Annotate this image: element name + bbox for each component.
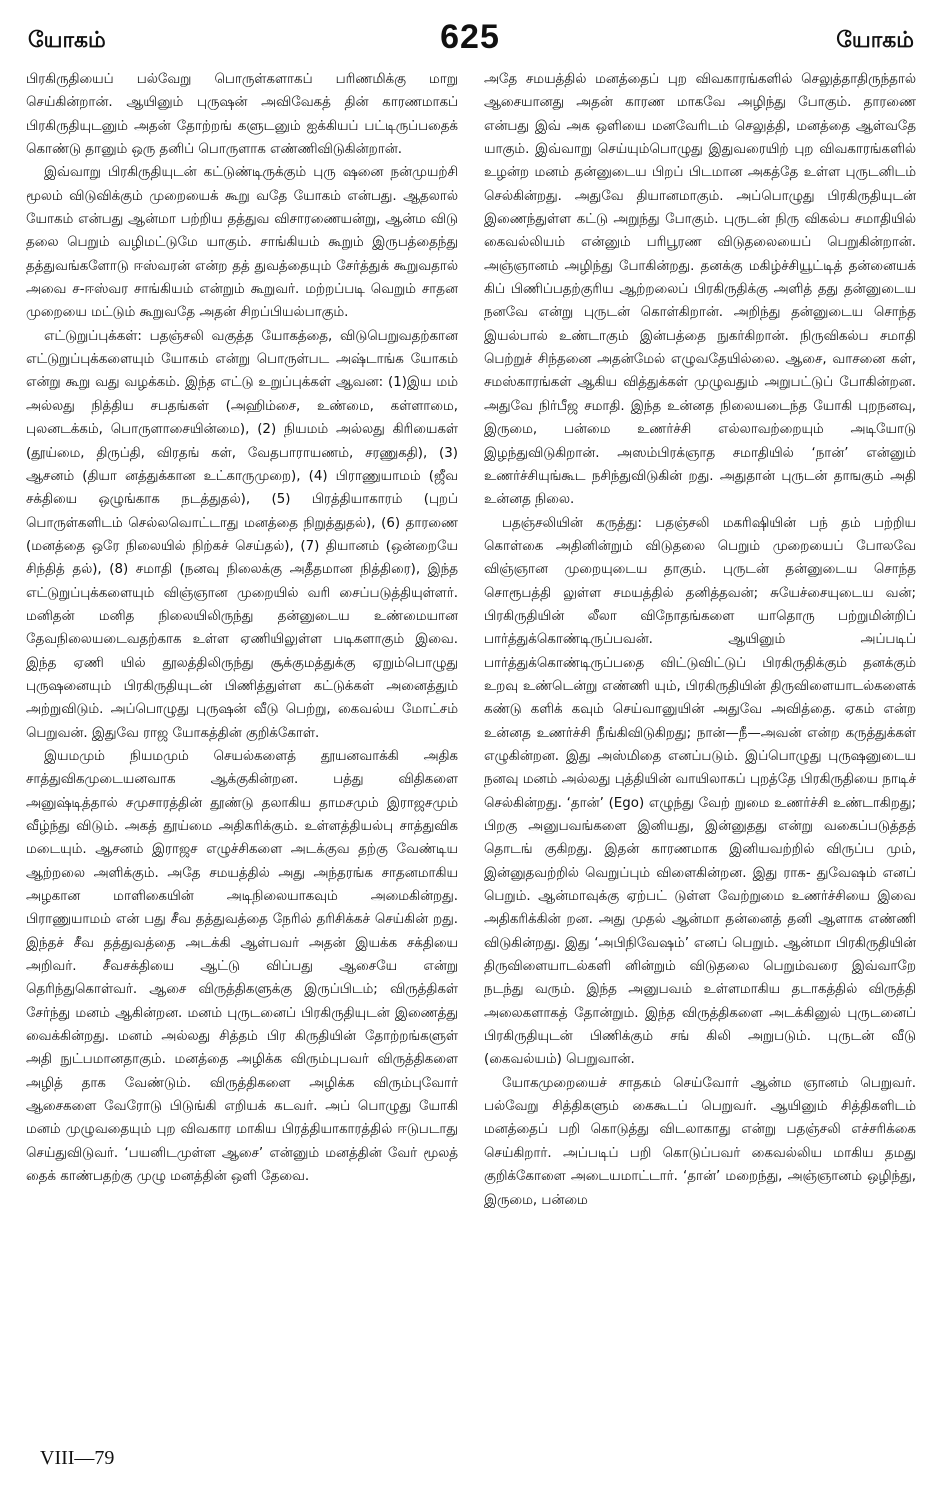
- running-header: [22, 18, 918, 66]
- paragraph: இயமமும் நியமமும் செயல்களைத் தூயனவாக்கி அதிக சாத்துவிகமுடையனவாக ஆக்குகின்றன. பத்து விதிகளை அனுஷ்டித்தால் சமுசாரத்தின் தூண்டு தலாகிய தாமசமும் இராஜசமும் வீழ்ந்து விடும். அகத் தூய்மை அதிகரிக்கும். உள்ளத்தியல்பு சாத்துவிக மடையும். ஆசனம் இராஜச எழுச்சிகளை அடக்குவ தற்கு வேண்டிய ஆற்றலை அளிக்கும். அதே சமயத்தில் அது அந்தரங்க சாதனமாகிய அழகான மாளிகையின் அடிநிலையாகவும் அமைகின்றது. பிராணுயாமம் என் பது சீவ தத்துவத்தை நேரில் தரிசிக்கச் செய்கின் றது. இந்தச் சீவ தத்துவத்தை அடக்கி ஆள்பவர் அதன் இயக்க சக்தியை அறிவர். சீவசக்தியை ஆட்டு விப்பது ஆசையே என்று தெரிந்துகொள்வர். ஆசை விருத்திகளுக்கு இருப்பிடம்; விருத்திகள் சேர்ந்து மனம் ஆகின்றன. மனம் புருடனைப் பிரகிருதியுடன் இணைத்து வைக்கின்றது. மனம் அல்லது சித்தம் பிர கிருதியின் தோற்றங்களுள் அதி நுட்பமானதாகும். மனத்தை அழிக்க விரும்புபவர் விருத்திகளை அழித் தாக வேண்டும். விருத்திகளை அழிக்க விரும்புவோர் ஆசைகளை வேரோடு பிடுங்கி எறியக் கடவர். அப் பொழுது யோகி மனம் முழுவதையும் புற விவகார மாகிய பிரத்தியாகாரத்தில் ஈடுபடாது செய்துவிடுவர். ‘பயனிடமுள்ள ஆசை’ என்னும் மனத்தின் வேர் மூலத் தைக் காண்பதற்கு முழு மனத்தின் ஒளி தேவை.: [26, 748, 458, 1185]
- right-running-title: யோகம்: [836, 28, 914, 53]
- right-text-column: [484, 68, 916, 1436]
- paragraph: இவ்வாறு பிரகிருதியுடன் கட்டுண்டிருக்கும் புரு ஷனை நன்முயற்சி மூலம் விடுவிக்கும் முறையைக் கூறு வதே யோகம் என்பது. ஆதலால் யோகம் என்பது ஆன்மா பற்றிய தத்துவ விசாரணையன்று, ஆன்ம விடு தலை பெறும் வழிமட்டுமே யாகும். சாங்கியம் கூறும் இருபத்தைந்து தத்துவங்களோடு ஈஸ்வரன் என்ற தத் துவத்தையும் சேர்த்துக் கூறுவதால் அவை ச-ஈஸ்வர சாங்கியம் என்றும் கூறுவர். மற்றப்படி வெறும் சாதன முறையை மட்டும் கூறுவதே அதன் சிறப்பியல்பாகும்.: [26, 165, 458, 321]
- left-text-column: [26, 68, 458, 1436]
- paragraph: எட்டுறுப்புக்கள்: பதஞ்சலி வகுத்த யோகத்தை, விடுபெறுவதற்கான எட்டுறுப்புக்களையும் யோகம் என்று பொருள்பட அஷ்டாங்க யோகம் என்று கூறு வது வழக்கம். இந்த எட்டு உறுப்புக்கள் ஆவன: (1)இய மம் அல்லது நித்திய சபதங்கள் (அஹிம்சை, உண்மை, கள்ளாமை, புலனடக்கம், பொருளாசையின்மை), (2) நியமம் அல்லது கிரியைகள் (தூய்மை, திருப்தி, விரதங் கள், வேதபாராயணம், சரணுகதி), (3) ஆசனம் (தியா னத்துக்கான உட்காருமுறை), (4) பிராணுயாமம் (ஜீவ சக்தியை ஒழுங்காக நடத்துதல்), (5) பிரத்தியாகாரம் (புறப் பொருள்களிடம் செல்லவொட்டாது மனத்தை நிறுத்துதல்), (6) தாரணை (மனத்தை ஒரே நிலையில் நிற்கச் செய்தல்), (7) தியானம் (ஒன்றையே சிந்தித் தல்), (8) சமாதி (நனவு நிலைக்கு அதீதமான நித்திரை), இந்த எட்டுறுப்புக்களையும் விஞ்ஞான முறையில் வரி சைப்படுத்தியுள்ளர். மனிதன் மனித நிலையிலிருந்து தன்னுடைய உண்மையான தேவநிலையடைவதற்காக உள்ள ஏணியிலுள்ள படிகளாகும் இவை. இந்த ஏணி யில் தூலத்திலிருந்து சூக்குமத்துக்கு ஏறும்பொழுது புருஷனையும் பிரகிருதியுடன் பிணித்துள்ள கட்டுக்கள் அனைத்தும் அற்றுவிடும். அப்பொழுது புருஷன் வீடு பெற்று, கைவல்ய மோட்சம் பெறுவன். இதுவே ராஜ யோகத்தின் குறிக்கோள்.: [26, 328, 458, 741]
- paragraph: அதே சமயத்தில் மனத்தைப் புற விவகாரங்களில் செலுத்தாதிருந்தால் ஆசையானது அதன் காரண மாகவே அழிந்து போகும். தாரணை என்பது இவ் அக ஒளியை மனவேரிடம் செலுத்தி, மனத்தை ஆள்வதே யாகும். இவ்வாறு செய்யும்பொழுது இதுவரையிற் புற விவகாரங்களில் உழன்ற மனம் தன்னுடைய பிறப் பிடமான அகத்தே உள்ள புருடனிடம் செல்கின்றது. அதுவே தியானமாகும். அப்பொழுது பிரகிருதியுடன் இணைந்துள்ள கட்டு அறுந்து போகும். புருடன் நிரு விகல்ப சமாதியில் கைவல்லியம் என்னும் பரிபூரண விடுதலையைப் பெறுகின்றான். அஞ்ஞானம் அழிந்து போகின்றது. தனக்கு மகிழ்ச்சியூட்டித் தன்னையக் கிப் பிணிப்பதற்குரிய ஆற்றலைப் பிரகிருதிக்கு அளித் தது தன்னுடைய நனவே என்று புருடன் கொள்கிறான். அறிந்து தன்னுடைய சொந்த இயல்பால் உண்டாகும் இன்பத்தை நுகர்கிறான். நிருவிகல்ப சமாதி பெற்றுச் சிந்தனை அதன்மேல் எழுவதேயில்லை. ஆசை, வாசனை கள், சமஸ்காரங்கள் ஆகிய வித்துக்கள் முழுவதும் அறுபட்டுப் போகின்றன. அதுவே நிர்பீஜ சமாதி. இந்த உன்னத நிலையடைந்த யோகி புறநனவு, இருமை, பன்மை உணர்ச்சி எல்லாவற்றையும் அடியோடு இழந்துவிடுகிறான். அஸம்பிரக்ஞாத சமாதியில் ‘நான்’ என்னும் உணர்ச்சியுங்கூட நசிந்துவிடுகின் றது. அதுதான் புருடன் தாஙகும் அதி உன்னத நிலை.: [484, 72, 916, 508]
- left-running-title: யோகம்: [28, 28, 106, 53]
- paragraph: பதஞ்சலியின் கருத்து: பதஞ்சலி மகரிஷியின் பந் தம் பற்றிய கொள்கை அதினின்றும் விடுதலை பெறும் முறையைப் போலவே விஞ்ஞான முறையுடைய தாகும். புருடன் தன்னுடைய சொந்த சொரூபத்தி லுள்ள சமயத்தில் தனித்தவன்; சுயேச்சையுடைய வன்; பிரகிருதியின் லீலா விநோதங்களை யாதொரு பற்றுமின்றிப் பார்த்துக்கொண்டிருப்பவன். ஆயினும் அப்படிப் பார்த்துக்கொண்டிருப்பதை விட்டுவிட்டுப் பிரகிருதிக்கும் தனக்கும் உறவு உண்டென்று எண்ணி யும், பிரகிருதியின் திருவிளையாடல்களைக் கண்டு களிக் கவும் செய்வானுயின் அதுவே அவித்தை. ஏகம் என்ற உன்னத உணர்ச்சி நீங்கிவிடுகிறது; நான்—நீ—அவன் என்ற கருத்துக்கள் எழுகின்றன. இது அஸ்மிதை எனப்படும். இப்பொழுது புருஷனுடைய நனவு மனம் அல்லது புத்தியின் வாயிலாகப் புறத்தே பிரகிருதியை நாடிச் செல்கின்றது. ‘தான்’ (Ego) எழுந்து வேற் றுமை உணர்ச்சி உண்டாகிறது; பிறகு அனுபவங்களை இனியது, இன்னுதது என்று வகைப்படுத்தத் தொடங் குகிறது. இதன் காரணமாக இனியவற்றில் விருப்ப மும், இன்னுதவற்றில் வெறுப்பும் விளைகின்றன. இது ராக- துவேஷம் எனப் பெறும். ஆன்மாவுக்கு ஏற்பட் டுள்ள வேற்றுமை உணர்ச்சியை இவை அதிகரிக்கின் றன. அது முதல் ஆன்மா தன்னைத் தனி ஆளாக எண்ணி விடுகின்றது. இது ‘அபிநிவேஷம்’ எனப் பெறும். ஆன்மா பிரகிருதியின் திருவிளையாடல்களி னின்றும் விடுதலை பெறும்வரை இவ்வாறே நடந்து வரும். இந்த அனுபவம் உள்ளமாகிய தடாகத்தில் விருத்தி அலைகளாகத் தோன்றும். இந்த விருத்திகளை அடக்கினுல் புருடனைப் பிரகிருதியுடன் பிணிக்கும் சங் கிலி அறுபடும். புருடன் வீடு (கைவல்யம்) பெறுவான்.: [484, 515, 916, 1068]
- volume-page-mark: VIII—79: [40, 1447, 115, 1469]
- paragraph: யோகமுறையைச் சாதகம் செய்வோர் ஆன்ம ஞானம் பெறுவர். பல்வேறு சித்திகளும் கைகூடப் பெறுவர். ஆயினும் சித்திகளிடம் மனத்தைப் பறி கொடுத்து விடலாகாது என்று பதஞ்சலி எச்சரிக்கை செய்கிறார். அப்படிப் பறி கொடுப்பவர் கைவல்லிய மாகிய தமது குறிக்கோளை அடையமாட்டார். ‘தான்’ மறைந்து, அஞ்ஞானம் ஒழிந்து, இருமை, பன்மை: [484, 1075, 916, 1208]
- page-number: 625: [440, 18, 500, 56]
- paragraph: பிரகிருதியைப் பல்வேறு பொருள்களாகப் பரிணமிக்கு மாறு செய்கின்றான். ஆயினும் புருஷன் அவிவேகத் தின் காரணமாகப் பிரகிருதியுடனும் அதன் தோற்றங் களுடனும் ஐக்கியப் பட்டிருப்பதைக் கொண்டு தானும் ஒரு தனிப் பொருளாக எண்ணிவிடுகின்றான்.: [26, 72, 458, 158]
